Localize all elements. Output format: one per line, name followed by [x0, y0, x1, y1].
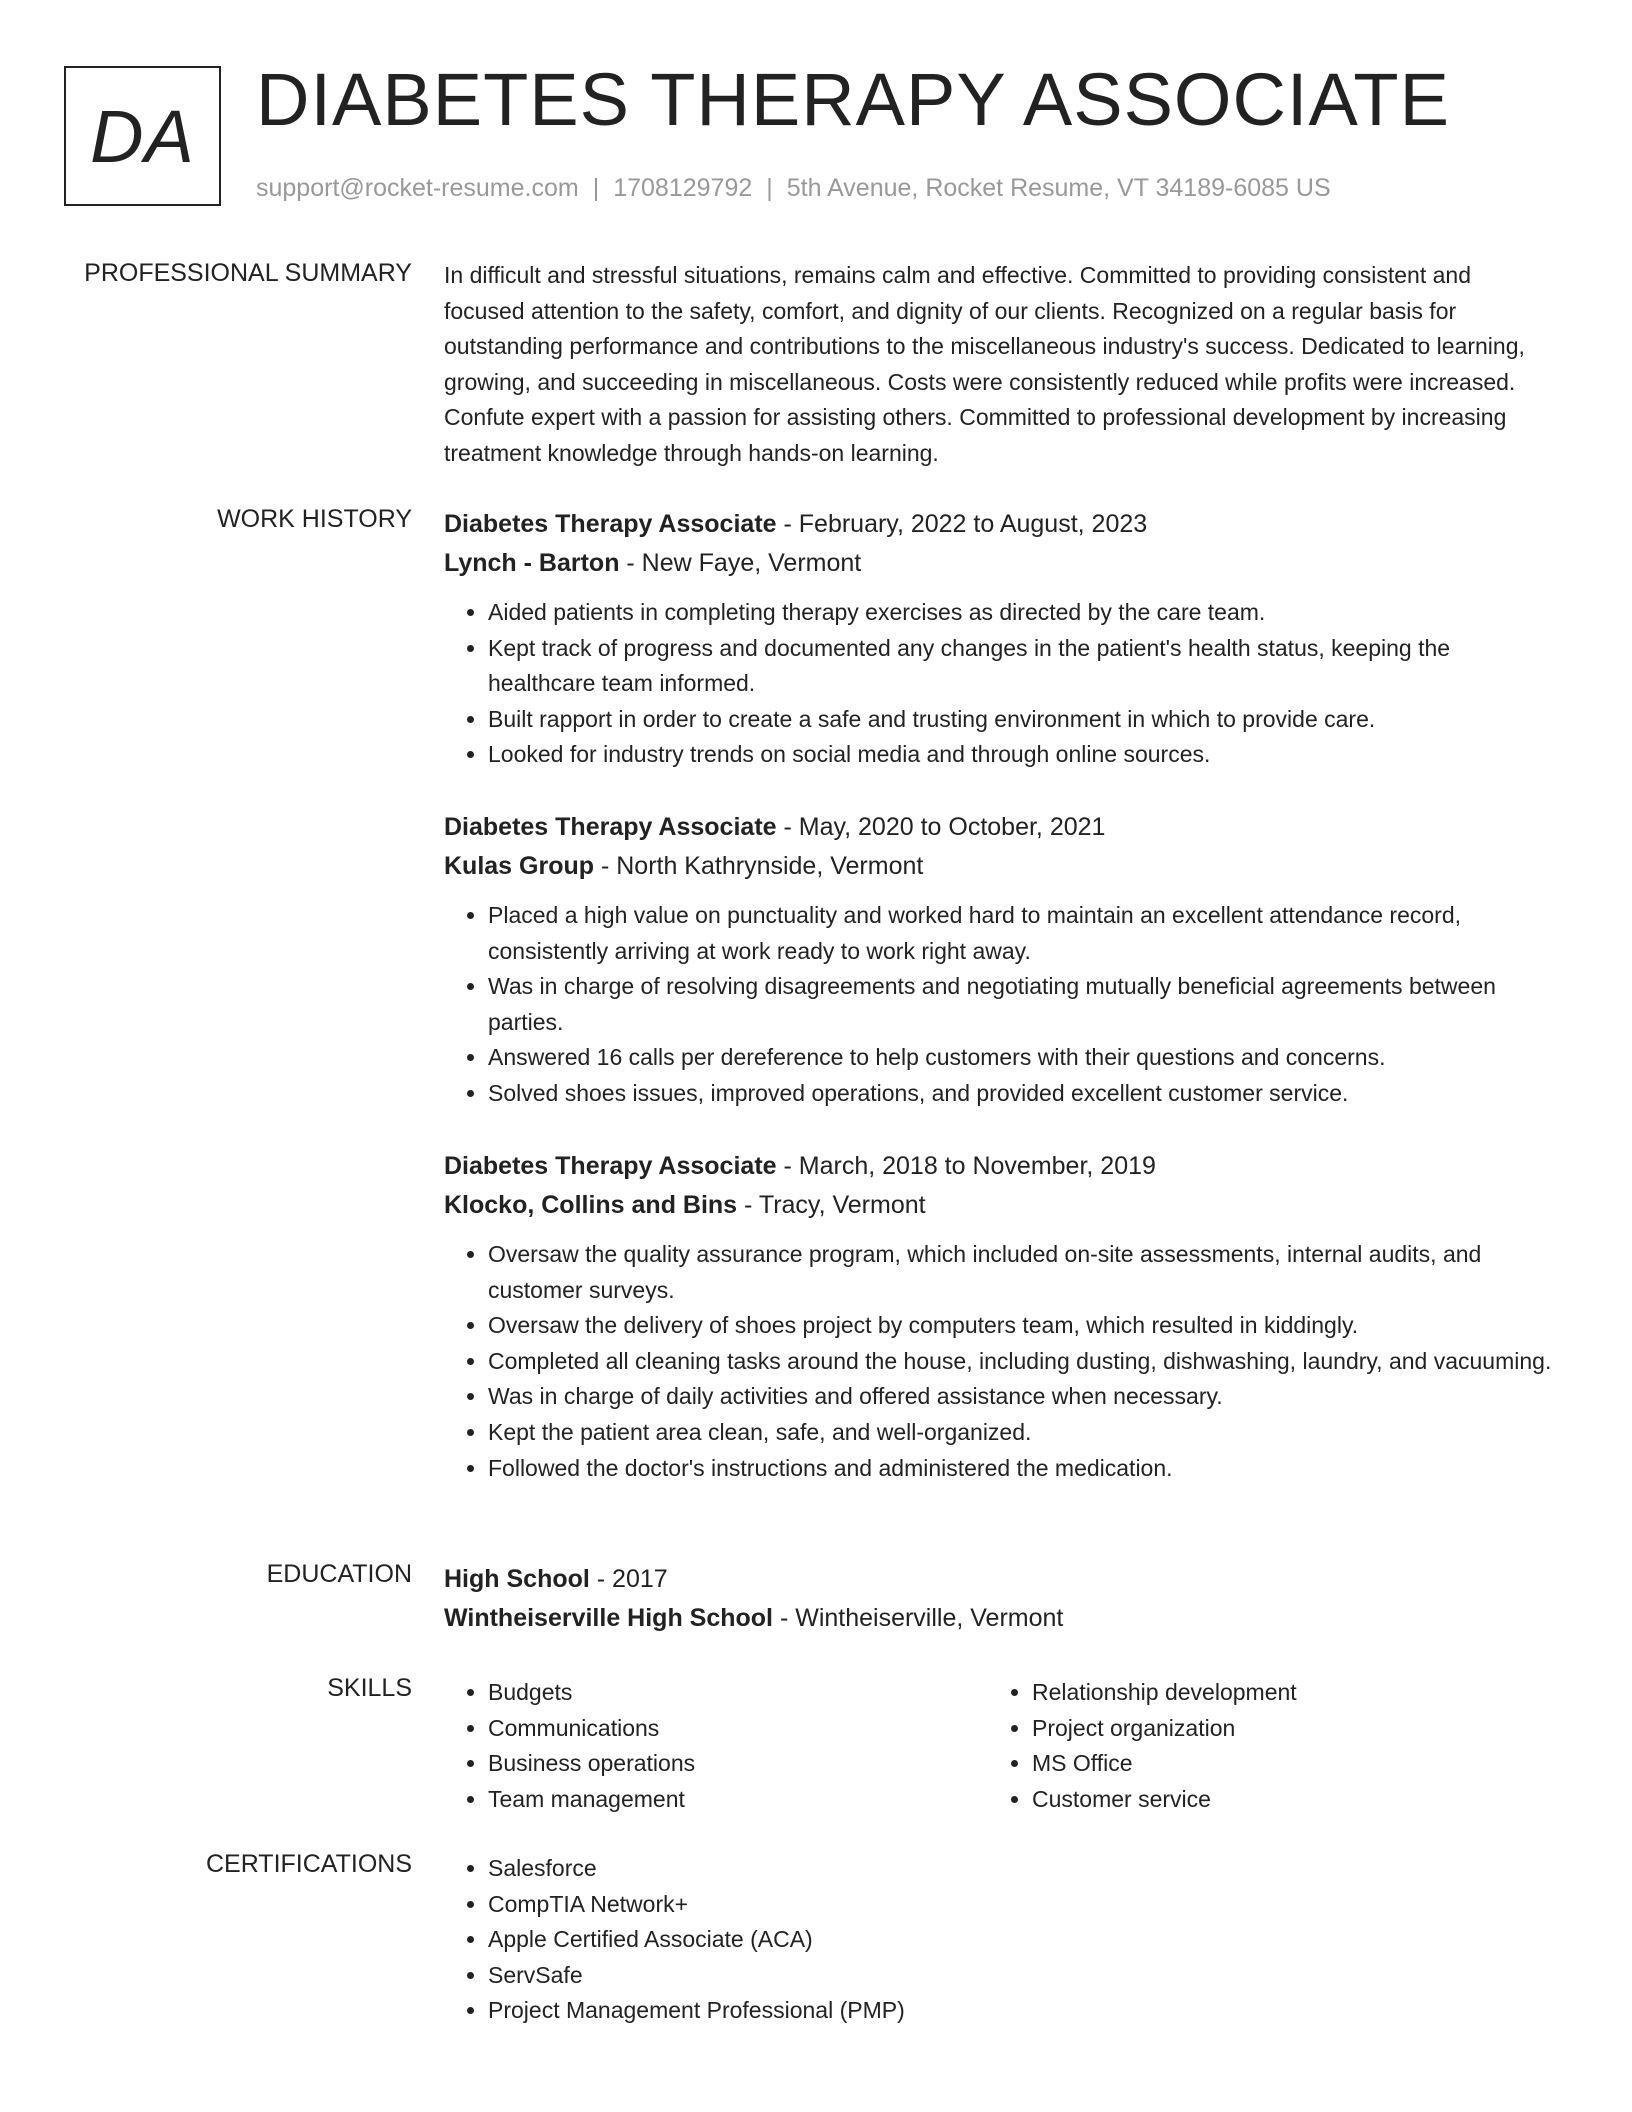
job-title: Diabetes Therapy Associate [444, 813, 777, 841]
contact-line [256, 174, 1331, 203]
job-title: Diabetes Therapy Associate [444, 510, 777, 538]
job-entry [444, 1147, 1554, 1486]
job-duty: • Completed all cleaning tasks around the house, including dusting, dishwashing, laundry, and vacuuming. [488, 1344, 1554, 1380]
certifications-body [444, 1851, 1554, 2029]
skill-item: • Budgets [488, 1675, 988, 1711]
summary-text: In difficult and stressful situations, remains calm and effective. Committed to providing consistent and focused attention to the safety, comfort, and dignity of our clients. Recognized on a regular basis for outstanding performance and contributions to the miscellaneous industry's success. Dedicated to learning, growing, and succeeding in miscellaneous. Costs were consistently reduced while profits were increased. Confute expert with a passion for assisting others. Committed to professional development by increasing treatment knowledge through hands-on learning. [444, 262, 1525, 466]
monogram-box [64, 66, 221, 206]
resume-title: DIABETES THERAPY ASSOCIATE [256, 58, 1450, 141]
job-duty: • Kept the patient area clean, safe, and well-organized. [488, 1415, 1554, 1451]
certifications-list [444, 1851, 1554, 2029]
certification-item: • CompTIA Network+ [488, 1887, 1554, 1923]
job-company: Kulas Group [444, 852, 595, 880]
certification-item: • Salesforce [488, 1851, 1554, 1887]
job-duty: • Answered 16 calls per dereference to help customers with their questions and concerns. [488, 1040, 1554, 1076]
skill-item: • MS Office [1032, 1746, 1532, 1782]
job-duties-list [444, 595, 1554, 773]
job-duty: • Built rapport in order to create a safe and trusting environment in which to provide care. [488, 702, 1554, 738]
contact-separator: | [592, 174, 600, 202]
job-company: Lynch - Barton [444, 549, 620, 577]
job-duty: • Oversaw the quality assurance program, which included on-site assessments, internal audits, and customer surveys. [488, 1237, 1554, 1308]
job-duty: • Was in charge of daily activities and offered assistance when necessary. [488, 1379, 1554, 1415]
skill-item: • Relationship development [1032, 1675, 1532, 1711]
skill-item: • Communications [488, 1711, 988, 1747]
job-dates: - March, 2018 to November, 2019 [776, 1152, 1156, 1180]
education-heading: EDUCATION [266, 1560, 412, 1588]
job-location: - Tracy, Vermont [737, 1191, 926, 1219]
job-duty: • Placed a high value on punctuality and worked hard to maintain an excellent attendance record, consistently arriving at work ready to work right away. [488, 898, 1554, 969]
job-location: - New Faye, Vermont [619, 549, 862, 577]
certifications-heading: CERTIFICATIONS [205, 1850, 412, 1878]
job-title-line [444, 1147, 1554, 1186]
job-duty: • Followed the doctor's instructions and administered the medication. [488, 1451, 1554, 1487]
skills-body [444, 1675, 1554, 1817]
monogram-initials: DA [90, 94, 195, 178]
job-company: Klocko, Collins and Bins [444, 1191, 738, 1219]
summary-body [444, 258, 1554, 472]
education-year: - 2017 [589, 1565, 668, 1593]
education-school: Wintheiserville High School [444, 1604, 773, 1632]
skills-heading: SKILLS [327, 1674, 412, 1702]
skill-item: • Project organization [1032, 1711, 1532, 1747]
job-company-line [444, 1186, 1554, 1225]
job-title-line [444, 505, 1554, 544]
job-duties-list [444, 898, 1554, 1112]
education-school-line [444, 1599, 1554, 1638]
job-entry [444, 808, 1554, 1147]
skill-item: • Business operations [488, 1746, 988, 1782]
job-location: - North Kathrynside, Vermont [594, 852, 924, 880]
job-dates: - February, 2022 to August, 2023 [776, 510, 1148, 538]
education-location: - Wintheiserville, Vermont [773, 1604, 1064, 1632]
education-body [444, 1560, 1554, 1638]
certification-item: • Project Management Professional (PMP) [488, 1993, 1554, 2029]
skill-item: • Team management [488, 1782, 988, 1818]
job-entry [444, 505, 1554, 808]
job-dates: - May, 2020 to October, 2021 [776, 813, 1106, 841]
contact-phone[interactable]: 1708129792 [613, 174, 753, 202]
job-duty: • Solved shoes issues, improved operations, and provided excellent customer service. [488, 1076, 1554, 1112]
job-duties-list [444, 1237, 1554, 1486]
contact-address: 5th Avenue, Rocket Resume, VT 34189-6085 US [786, 174, 1331, 202]
job-duty: • Kept track of progress and documented any changes in the patient's health status, keeping the healthcare team informed. [488, 631, 1554, 702]
certification-item: • Apple Certified Associate (ACA) [488, 1922, 1554, 1958]
skills-list-right [988, 1675, 1532, 1817]
contact-separator: | [766, 174, 773, 202]
contact-email[interactable]: support@rocket-resume.com [256, 174, 579, 202]
education-degree: High School [444, 1565, 590, 1593]
job-duty: • Aided patients in completing therapy exercises as directed by the care team. [488, 595, 1554, 631]
job-duty: • Was in charge of resolving disagreements and negotiating mutually beneficial agreements between parties. [488, 969, 1554, 1040]
certification-item: • ServSafe [488, 1958, 1554, 1994]
job-company-line [444, 544, 1554, 583]
job-title: Diabetes Therapy Associate [444, 1152, 777, 1180]
skills-grid [444, 1675, 1554, 1817]
job-company-line [444, 847, 1554, 886]
job-title-line [444, 808, 1554, 847]
education-degree-line [444, 1560, 1554, 1599]
skills-list-left [444, 1675, 988, 1817]
skill-item: • Customer service [1032, 1782, 1532, 1818]
summary-heading: PROFESSIONAL SUMMARY [84, 259, 412, 287]
work-history-body [444, 505, 1554, 1486]
job-duty: • Oversaw the delivery of shoes project by computers team, which resulted in kiddingly. [488, 1308, 1554, 1344]
work-history-heading: WORK HISTORY [217, 505, 412, 533]
job-duty: • Looked for industry trends on social media and through online sources. [488, 737, 1554, 773]
